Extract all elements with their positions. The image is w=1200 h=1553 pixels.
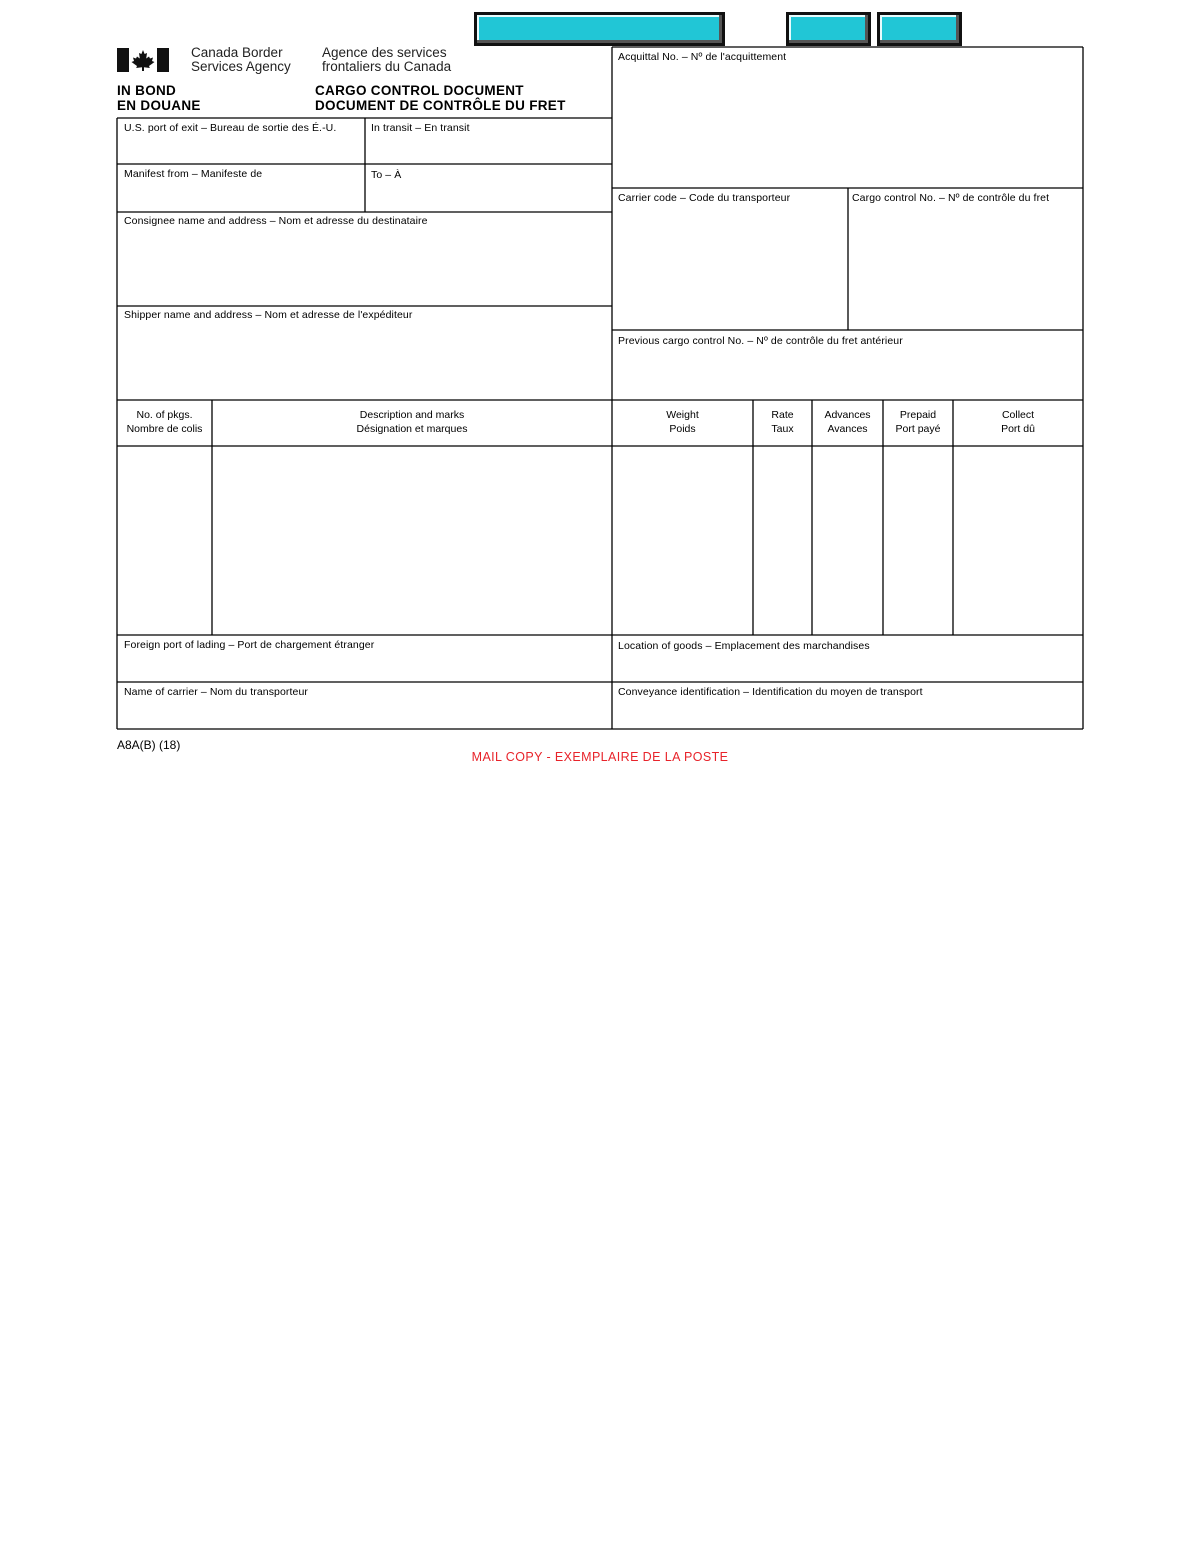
cargo-control-no-label: Cargo control No. – Nº de contrôle du fret [852,192,1050,204]
col-header-weight-en: Weight [666,409,699,421]
col-header-rate-fr: Taux [771,423,794,435]
in-transit-label: In transit – En transit [371,122,470,134]
pkgs-input[interactable] [119,448,210,633]
previous-ccn-input[interactable] [614,350,1081,398]
carrier-code-label: Carrier code – Code du transporteur [618,192,791,204]
previous-ccn-label: Previous cargo control No. – Nº de contrôle du fret antérieur [618,335,903,347]
col-header-rate-en: Rate [771,409,794,421]
carrier-name-label: Name of carrier – Nom du transporteur [124,686,309,698]
col-header-advances [812,408,883,436]
document-title-fr: DOCUMENT DE CONTRÔLE DU FRET [315,98,566,113]
col-header-prepaid-en: Prepaid [899,409,937,421]
weight-input[interactable] [614,448,751,633]
manifest-from-label: Manifest from – Manifeste de [124,168,263,180]
col-header-pkgs [117,408,212,436]
location-goods-label: Location of goods – Emplacement des marchandises [618,640,870,652]
col-header-pkgs-en: No. of pkgs. [136,409,193,421]
location-goods-input[interactable] [614,654,1081,680]
in-transit-input[interactable] [367,136,610,162]
us-port-exit-input[interactable] [119,136,363,162]
description-input[interactable] [214,448,610,633]
col-header-advances-en: Advances [824,409,871,421]
col-header-description-fr: Désignation et marques [356,423,468,435]
manifest-from-input[interactable] [119,182,363,210]
form-number: A8A(B) (18) [117,738,181,752]
col-header-description-en: Description and marks [359,409,465,421]
consignee-input[interactable] [119,229,610,304]
col-header-weight [612,408,753,436]
to-input[interactable] [367,182,610,210]
shipper-input[interactable] [119,323,610,398]
advances-input[interactable] [814,448,881,633]
carrier-code-input[interactable] [614,206,846,328]
col-header-collect [953,408,1083,436]
conveyance-input[interactable] [614,700,1081,727]
col-header-advances-fr: Avances [827,423,868,435]
shipper-label: Shipper name and address – Nom et adresse de l'expéditeur [124,309,413,321]
agency-name-en-line1: Canada Border [191,45,283,60]
foreign-port-label: Foreign port of lading – Port de chargement étranger [124,639,375,651]
foreign-port-input[interactable] [119,653,610,680]
agency-name-en-line2: Services Agency [191,59,291,74]
agency-name-fr-line2: frontaliers du Canada [322,59,452,74]
col-header-description [212,408,612,436]
in-bond-en: IN BOND [117,83,177,98]
col-header-prepaid [883,408,953,436]
copy-label: MAIL COPY - EXEMPLAIRE DE LA POSTE [471,750,729,764]
in-bond-fr: EN DOUANE [117,98,201,113]
col-header-pkgs-fr: Nombre de colis [126,423,203,435]
consignee-label: Consignee name and address – Nom et adresse du destinataire [124,215,428,227]
us-port-exit-label: U.S. port of exit – Bureau de sortie des É.-U. [124,122,337,134]
col-header-prepaid-fr: Port payé [895,423,941,435]
col-header-collect-fr: Port dû [1001,423,1035,435]
document-title-en: CARGO CONTROL DOCUMENT [315,83,524,98]
col-header-weight-fr: Poids [669,423,696,435]
to-label: To – À [371,169,402,181]
acquittal-label: Acquittal No. – Nº de l'acquittement [618,51,787,63]
cargo-control-no-input[interactable] [850,206,1081,328]
conveyance-label: Conveyance identification – Identification du moyen de transport [618,686,923,698]
collect-input[interactable] [955,448,1081,633]
agency-name-fr-line1: Agence des services [322,45,447,60]
prepaid-input[interactable] [885,448,951,633]
col-header-rate [753,408,812,436]
carrier-name-input[interactable] [119,700,610,727]
acquittal-input[interactable] [614,64,1081,186]
rate-input[interactable] [755,448,810,633]
col-header-collect-en: Collect [1001,409,1035,421]
